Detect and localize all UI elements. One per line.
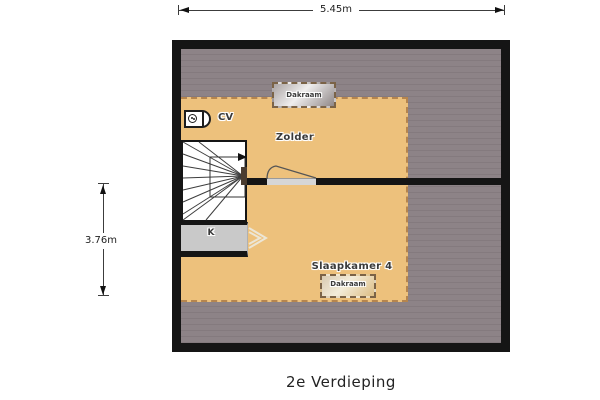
dividing-wall-right	[316, 178, 501, 185]
dimension-arrow-up-icon	[100, 185, 106, 194]
floorplan-inner	[181, 49, 501, 343]
closet-label: K	[207, 228, 215, 238]
dimension-tick-top	[98, 183, 109, 184]
door-threshold	[267, 178, 316, 185]
boiler-divider	[202, 112, 204, 126]
dimension-arrow-down-icon	[100, 286, 106, 295]
cv-label: CV	[218, 112, 234, 123]
roof-window-top-label: Dakraam	[286, 91, 322, 99]
cv-boiler-icon	[184, 110, 211, 128]
page-title: 2e Verdieping	[286, 373, 396, 391]
dimension-arrow-right-icon	[495, 7, 504, 13]
roof-window-bottom-label: Dakraam	[330, 280, 366, 288]
room-label-slaapkamer4: Slaapkamer 4	[311, 261, 393, 272]
boiler-dial-icon	[188, 114, 197, 123]
height-dimension-label: 3.76m	[82, 233, 120, 249]
floorplan	[172, 40, 510, 352]
dimension-arrow-left-icon	[180, 7, 189, 13]
dimension-tick-bottom	[98, 295, 109, 296]
room-label-zolder: Zolder	[275, 132, 315, 143]
staircase	[181, 140, 247, 222]
dimension-tick-left	[178, 5, 179, 15]
dimension-tick-right	[504, 5, 505, 15]
dividing-wall-left	[247, 178, 267, 185]
width-dimension-label: 5.45m	[313, 3, 359, 17]
